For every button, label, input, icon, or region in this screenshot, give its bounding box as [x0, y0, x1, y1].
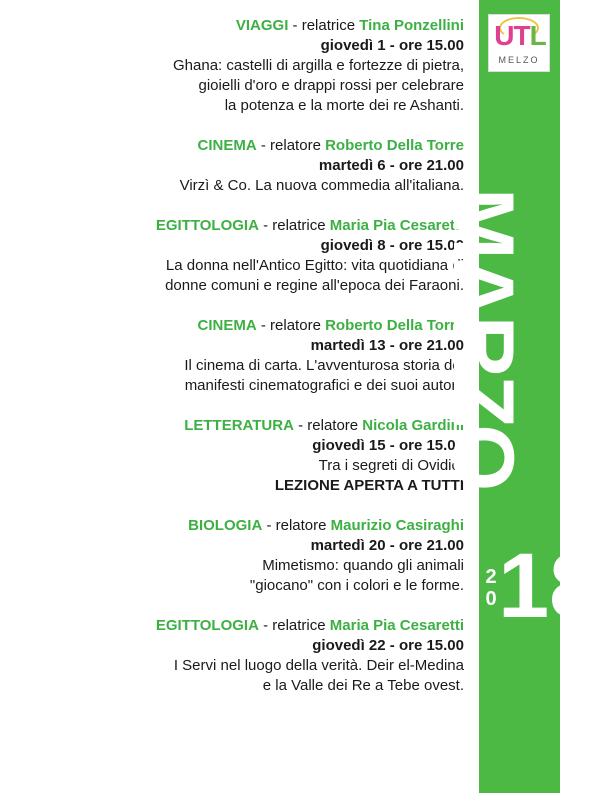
logo-letter-l: L	[529, 20, 546, 51]
event-role: - relatore	[256, 317, 326, 334]
event-list	[60, 16, 464, 716]
event-role: - relatore	[262, 517, 331, 534]
logo-letters	[493, 19, 547, 53]
event-description-line: gioielli d'oro e drappi rossi per celebrare	[198, 77, 464, 94]
event-item	[60, 216, 464, 296]
event-item	[60, 616, 464, 696]
event-description-line: I Servi nel luogo della verità. Deir el-Medina	[173, 657, 464, 674]
event-topic: CINEMA	[197, 137, 257, 154]
event-date: martedì 6 - ore 21.00	[318, 157, 464, 174]
event-speaker: Maurizio Casiraghi	[330, 517, 464, 534]
event-header	[60, 216, 464, 236]
event-description-line: Virzì & Co. La nuova commedia all'italiana.	[179, 177, 464, 194]
event-topic: BIOLOGIA	[188, 517, 263, 534]
event-description-line: la potenza e la morte dei re Ashanti.	[224, 97, 464, 114]
event-item	[60, 316, 464, 396]
year-suffix: 18	[498, 535, 600, 637]
event-header	[60, 616, 464, 636]
event-description-line: donne comuni e regine all'epoca dei Faraoni.	[165, 277, 464, 294]
event-description-line: manifesti cinematografici e dei suoi autori.	[184, 377, 464, 394]
event-date: martedì 20 - ore 21.00	[310, 537, 464, 554]
event-role: - relatrice	[258, 217, 330, 234]
event-speaker: Roberto Della Torre	[325, 137, 464, 154]
month-title: MARZO	[435, 188, 531, 489]
event-header	[60, 516, 464, 536]
event-header	[60, 16, 464, 36]
logo-letter-u: U	[494, 20, 514, 51]
event-date: giovedì 1 - ore 15.00	[320, 37, 464, 54]
event-item	[60, 136, 464, 196]
event-description-line: Ghana: castelli di argilla e fortezze di pietra,	[173, 57, 464, 74]
event-header	[60, 316, 464, 336]
event-role: - relatore	[293, 417, 363, 434]
event-topic: VIAGGI	[235, 17, 289, 34]
event-speaker: Maria Pia Cesaretti	[329, 617, 464, 634]
event-description-line: "giocano" con i colori e le forme.	[249, 577, 464, 594]
event-description-line: Il cinema di carta. L'avventurosa storia dei	[184, 357, 464, 374]
logo-subtitle: MELZO	[498, 55, 540, 65]
event-description-line: La donna nell'Antico Egitto: vita quotidiana di	[165, 257, 464, 274]
event-topic: EGITTOLOGIA	[155, 217, 259, 234]
year-digit-0: 0	[485, 588, 497, 610]
event-item	[60, 516, 464, 596]
event-topic: LETTERATURA	[184, 417, 294, 434]
event-date: martedì 13 - ore 21.00	[310, 337, 464, 354]
event-note: LEZIONE APERTA A TUTTI	[274, 477, 464, 494]
event-speaker: Roberto Della Torre	[325, 317, 464, 334]
event-speaker: Nicola Gardini	[362, 417, 464, 434]
year-prefix	[484, 566, 498, 610]
event-topic: CINEMA	[197, 317, 257, 334]
event-date: giovedì 15 - ore 15.00	[312, 437, 464, 454]
event-speaker: Tina Ponzellini	[359, 17, 464, 34]
event-role: - relatore	[256, 137, 326, 154]
logo-letter-t: T	[513, 20, 530, 51]
event-description-line: e la Valle dei Re a Tebe ovest.	[262, 677, 464, 694]
event-item	[60, 416, 464, 496]
event-role: - relatrice	[258, 617, 330, 634]
event-date: giovedì 22 - ore 15.00	[312, 637, 464, 654]
event-header	[60, 136, 464, 156]
event-speaker: Maria Pia Cesaretti	[329, 217, 464, 234]
event-date: giovedì 8 - ore 15.00	[320, 237, 464, 254]
event-role: - relatrice	[288, 17, 360, 34]
event-description-line: Mimetismo: quando gli animali	[262, 557, 464, 574]
year-digit-2: 2	[485, 566, 497, 588]
event-header	[60, 416, 464, 436]
event-topic: EGITTOLOGIA	[155, 617, 259, 634]
utl-logo	[488, 14, 550, 72]
event-item	[60, 16, 464, 116]
event-description-line: Tra i segreti di Ovidio.	[318, 457, 464, 474]
